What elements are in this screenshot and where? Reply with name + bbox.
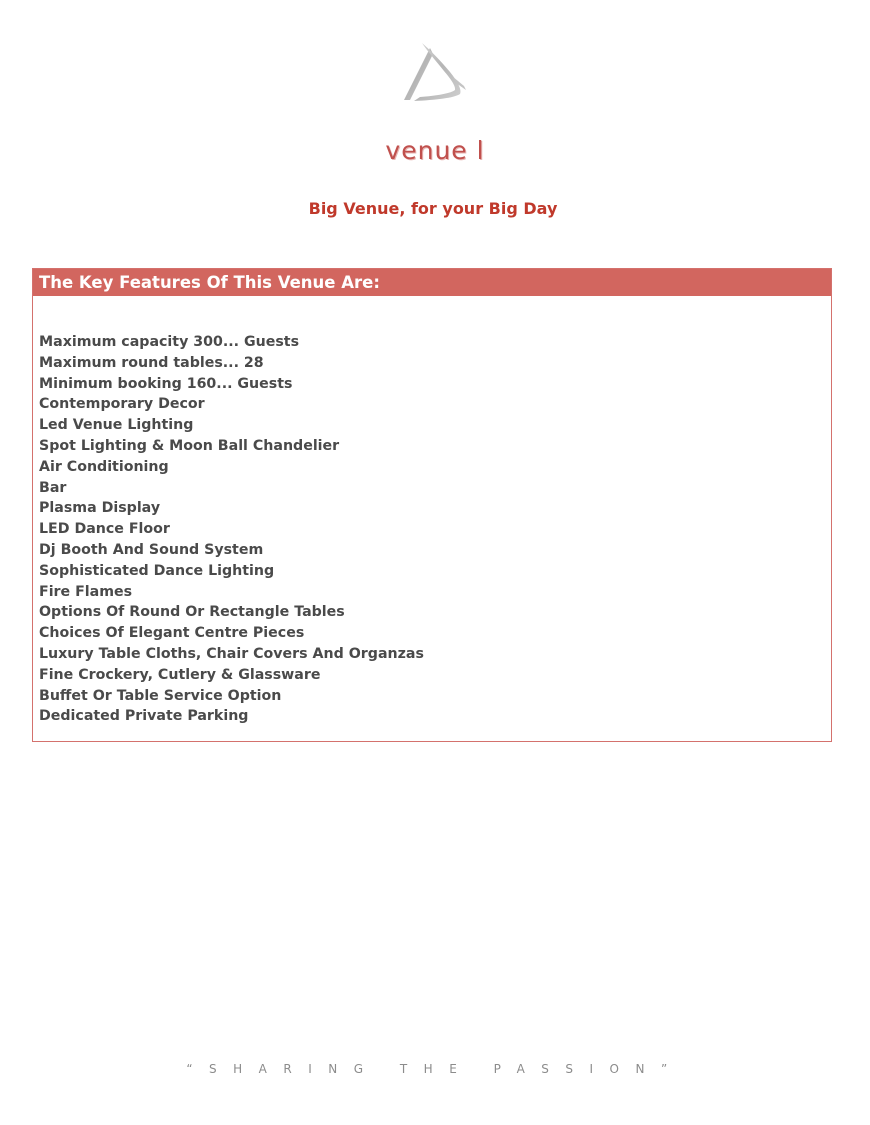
feature-item: Dj Booth And Sound System — [39, 541, 264, 558]
features-list — [33, 296, 831, 727]
feature-item: Spot Lighting & Moon Ball Chandelier — [39, 437, 340, 454]
feature-item: Led Venue Lighting — [39, 417, 194, 434]
footer-slogan: “SHARING THE PASSION” — [186, 1062, 684, 1076]
feature-item: Contemporary Decor — [39, 396, 205, 413]
venue-title: venue l — [385, 136, 485, 165]
feature-item: Maximum capacity 300... Guests — [39, 334, 300, 350]
feature-item: Choices Of Elegant Centre Pieces — [39, 625, 305, 642]
feature-item: Luxury Table Cloths, Chair Covers And Organzas — [39, 645, 424, 662]
feature-item: Minimum booking 160... Guests — [39, 375, 293, 392]
feature-item: Buffet Or Table Service Option — [39, 687, 282, 704]
feature-item: Bar — [39, 479, 67, 496]
feature-item: LED Dance Floor — [39, 521, 170, 538]
features-heading: The Key Features Of This Venue Are: — [33, 269, 831, 296]
feature-item: Plasma Display — [39, 500, 161, 517]
features-panel — [32, 268, 832, 742]
logo-icon — [400, 40, 468, 104]
feature-item: Maximum round tables... 28 — [39, 354, 264, 371]
feature-item: Sophisticated Dance Lighting — [39, 562, 275, 579]
tagline: Big Venue, for your Big Day — [308, 199, 558, 218]
feature-item: Dedicated Private Parking — [39, 708, 249, 725]
feature-item: Air Conditioning — [39, 458, 169, 475]
feature-item: Fine Crockery, Cutlery & Glassware — [39, 666, 321, 683]
feature-item: Options Of Round Or Rectangle Tables — [39, 604, 345, 621]
feature-item: Fire Flames — [39, 583, 133, 600]
